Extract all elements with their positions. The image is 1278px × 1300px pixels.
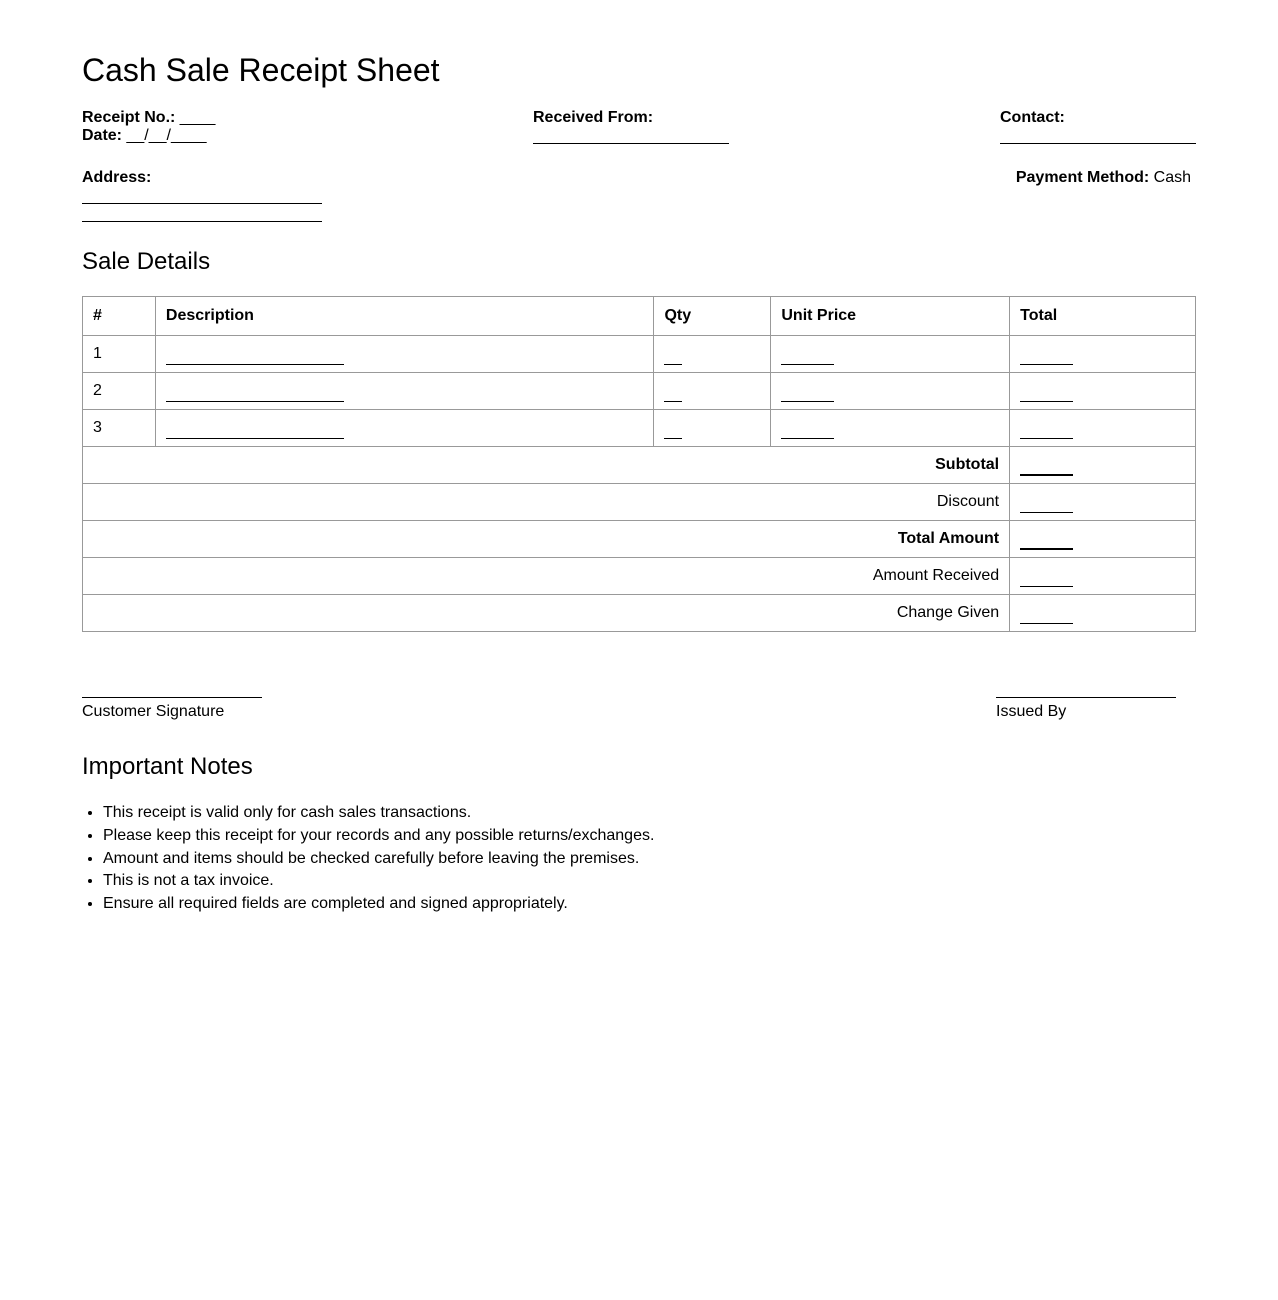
description-blank[interactable]: [166, 387, 344, 402]
table-header-row: [83, 297, 1196, 336]
notes-list: [82, 802, 654, 916]
list-item: • Please keep this receipt for your records and any possible returns/exchanges.: [103, 825, 654, 848]
description-cell[interactable]: [155, 336, 654, 373]
change-given-row: [83, 595, 1196, 632]
discount-label: Discount: [83, 484, 1010, 521]
table-row: [83, 410, 1196, 447]
amount-received-cell[interactable]: [1010, 558, 1196, 595]
list-item: • Amount and items should be checked carefully before leaving the premises.: [103, 848, 654, 871]
address-line-1[interactable]: [82, 203, 322, 204]
list-item: • This receipt is valid only for cash sales transactions.: [103, 802, 654, 825]
list-item: • This is not a tax invoice.: [103, 870, 654, 893]
total-amount-blank[interactable]: [1020, 534, 1073, 550]
list-item: • Ensure all required fields are completed and signed appropriately.: [103, 893, 654, 916]
address-label: Address:: [82, 169, 152, 186]
amount-received-row: [83, 558, 1196, 595]
contact-label: Contact:: [1000, 109, 1065, 126]
change-given-label: Change Given: [83, 595, 1010, 632]
qty-cell[interactable]: [654, 373, 771, 410]
total-blank[interactable]: [1020, 387, 1073, 402]
change-given-cell[interactable]: [1010, 595, 1196, 632]
table-row: [83, 336, 1196, 373]
row-number: 3: [83, 410, 156, 447]
row-number: 2: [83, 373, 156, 410]
total-blank[interactable]: [1020, 350, 1073, 365]
unit-price-blank[interactable]: [781, 350, 834, 365]
qty-blank[interactable]: [664, 424, 682, 439]
unit-price-cell[interactable]: [771, 410, 1010, 447]
table-row: [83, 373, 1196, 410]
col-number: #: [83, 297, 156, 336]
description-cell[interactable]: [155, 410, 654, 447]
issued-by-line[interactable]: [996, 697, 1176, 698]
subtotal-label: Subtotal: [83, 447, 1010, 484]
unit-price-blank[interactable]: [781, 387, 834, 402]
discount-row: [83, 484, 1196, 521]
issued-by-label: Issued By: [996, 703, 1067, 720]
col-total: Total: [1010, 297, 1196, 336]
description-blank[interactable]: [166, 424, 344, 439]
page-title: Cash Sale Receipt Sheet: [82, 52, 440, 88]
amount-received-blank[interactable]: [1020, 572, 1073, 587]
important-notes-heading: Important Notes: [82, 753, 253, 780]
row-number: 1: [83, 336, 156, 373]
subtotal-cell[interactable]: [1010, 447, 1196, 484]
sale-details-heading: Sale Details: [82, 248, 211, 275]
address-line-2[interactable]: [82, 221, 322, 222]
total-cell[interactable]: [1010, 373, 1196, 410]
contact-line[interactable]: [1000, 143, 1196, 144]
unit-price-blank[interactable]: [781, 424, 834, 439]
date-label: Date:: [82, 127, 123, 144]
total-amount-label: Total Amount: [83, 521, 1010, 558]
total-cell[interactable]: [1010, 336, 1196, 373]
subtotal-blank[interactable]: [1020, 460, 1073, 476]
change-given-blank[interactable]: [1020, 609, 1073, 624]
received-from-label: Received From:: [533, 109, 654, 126]
description-cell[interactable]: [155, 373, 654, 410]
col-description: Description: [155, 297, 654, 336]
date-value[interactable]: __/__/____: [126, 127, 207, 144]
discount-blank[interactable]: [1020, 498, 1073, 513]
total-cell[interactable]: [1010, 410, 1196, 447]
qty-cell[interactable]: [654, 336, 771, 373]
customer-signature-line[interactable]: [82, 697, 262, 698]
customer-signature-label: Customer Signature: [82, 703, 225, 720]
qty-cell[interactable]: [654, 410, 771, 447]
payment-method-field: [1016, 169, 1191, 187]
sale-details-table: [82, 296, 1196, 632]
qty-blank[interactable]: [664, 350, 682, 365]
receipt-no-field: [82, 109, 215, 127]
total-amount-cell[interactable]: [1010, 521, 1196, 558]
unit-price-cell[interactable]: [771, 336, 1010, 373]
date-field: [82, 127, 207, 145]
col-qty: Qty: [654, 297, 771, 336]
received-from-line[interactable]: [533, 143, 729, 144]
total-amount-row: [83, 521, 1196, 558]
payment-method-value: Cash: [1153, 169, 1191, 186]
payment-method-label: Payment Method:: [1015, 169, 1150, 186]
total-blank[interactable]: [1020, 424, 1073, 439]
subtotal-row: [83, 447, 1196, 484]
unit-price-cell[interactable]: [771, 373, 1010, 410]
receipt-no-label: Receipt No.:: [82, 109, 176, 126]
discount-cell[interactable]: [1010, 484, 1196, 521]
col-unit-price: Unit Price: [771, 297, 1010, 336]
qty-blank[interactable]: [664, 387, 682, 402]
description-blank[interactable]: [166, 350, 344, 365]
receipt-no-value[interactable]: ____: [179, 109, 216, 126]
amount-received-label: Amount Received: [83, 558, 1010, 595]
